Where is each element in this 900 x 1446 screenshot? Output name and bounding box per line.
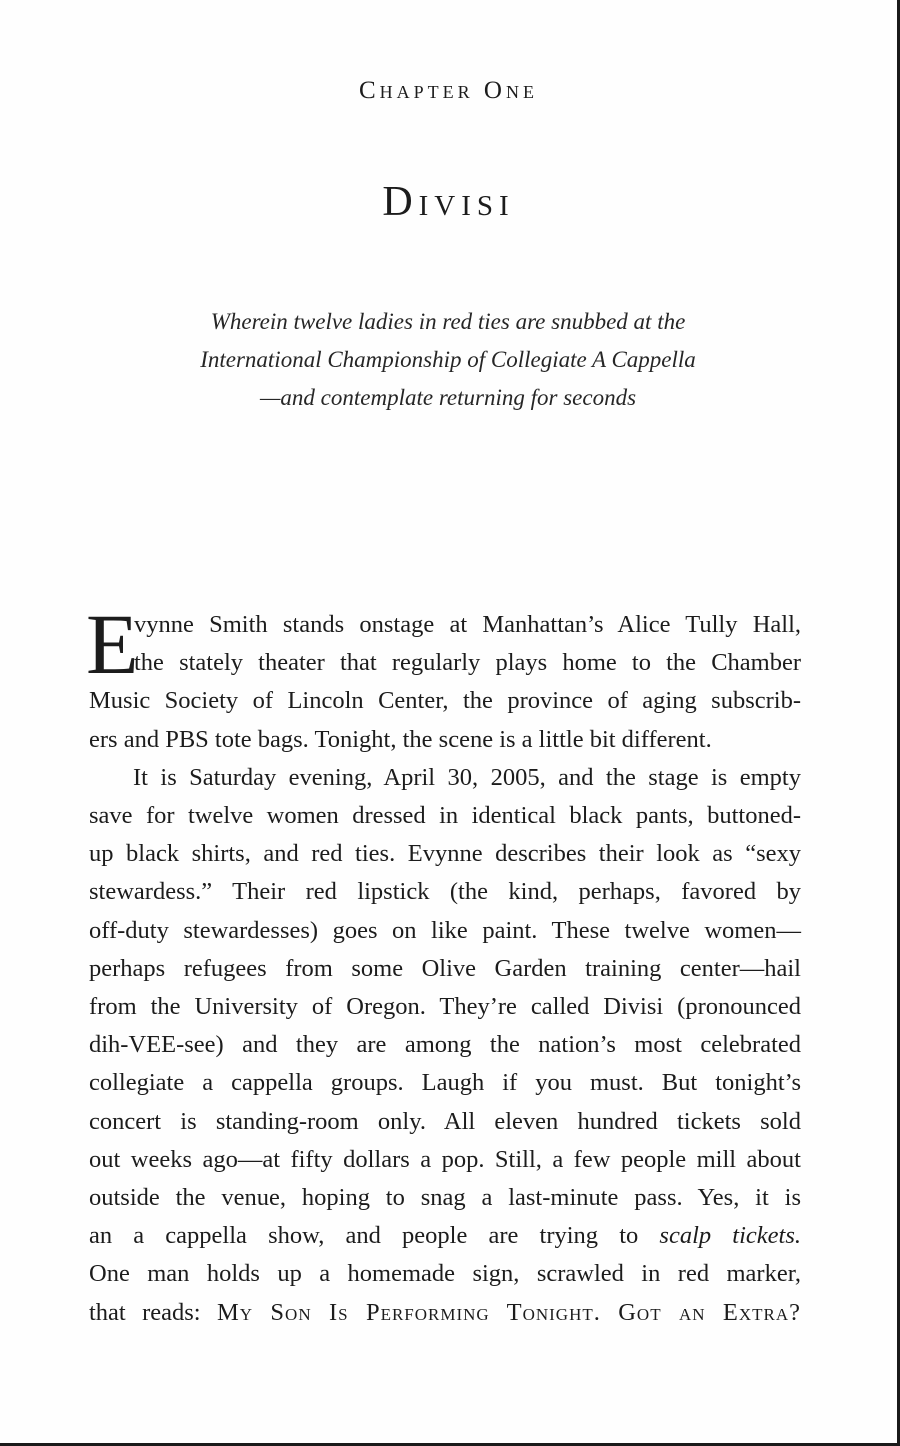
- body-line: outside the venue, hoping to snag a last-minute pass. Yes, it is: [89, 1184, 801, 1212]
- italic-emphasis: scalp tickets.: [659, 1222, 801, 1250]
- body-line: off-duty stewardesses) goes on like paint. These twelve women—: [89, 916, 801, 944]
- chapter-epigraph: [148, 303, 748, 417]
- sign-text: My Son Is Performing Tonight. Got an Extra?: [216, 1298, 801, 1326]
- body-line-text: that reads:: [89, 1298, 201, 1326]
- epigraph-line: —and contemplate returning for seconds: [259, 385, 637, 410]
- body-line: [89, 1217, 801, 1255]
- epigraph-line: International Championship of Collegiate A Cappella: [200, 347, 696, 372]
- body-line: out weeks ago—at fifty dollars a pop. Still, a few people mill about: [89, 1145, 801, 1173]
- body-line: the stately theater that regularly plays home to the Chamber: [134, 649, 801, 677]
- body-line: from the University of Oregon. They’re called Divisi (pronounced: [89, 993, 801, 1021]
- body-text: [86, 596, 801, 1332]
- body-line: concert is standing-room only. All eleven hundred tickets sold: [89, 1107, 801, 1135]
- body-line: dih-VEE-see) and they are among the nation’s most celebrated: [89, 1031, 801, 1059]
- body-line: Music Society of Lincoln Center, the province of aging subscrib-: [89, 687, 801, 715]
- body-line: save for twelve women dressed in identical black pants, buttoned-: [89, 802, 801, 830]
- body-line: It is Saturday evening, April 30, 2005, and the stage is empty: [133, 763, 801, 791]
- chapter-label: Chapter One: [359, 77, 538, 104]
- chapter-title: Divisi: [382, 179, 515, 225]
- epigraph-line: Wherein twelve ladies in red ties are snubbed at the: [210, 309, 686, 334]
- body-line: vynne Smith stands onstage at Manhattan’s Alice Tully Hall,: [134, 611, 801, 638]
- body-line: [89, 1294, 801, 1332]
- body-line: ers and PBS tote bags. Tonight, the scene is a little bit different.: [89, 725, 712, 753]
- body-line: collegiate a cappella groups. Laugh if you must. But tonight’s: [89, 1069, 801, 1097]
- body-line: One man holds up a homemade sign, scrawled in red marker,: [89, 1260, 801, 1288]
- drop-cap: E: [86, 596, 139, 692]
- body-line-text: an a cappella show, and people are trying to: [89, 1222, 639, 1250]
- body-line: stewardess.” Their red lipstick (the kind, perhaps, favored by: [89, 878, 801, 906]
- body-line: up black shirts, and red ties. Evynne describes their look as “sexy: [89, 840, 801, 868]
- body-line: perhaps refugees from some Olive Garden training center—hail: [89, 954, 801, 982]
